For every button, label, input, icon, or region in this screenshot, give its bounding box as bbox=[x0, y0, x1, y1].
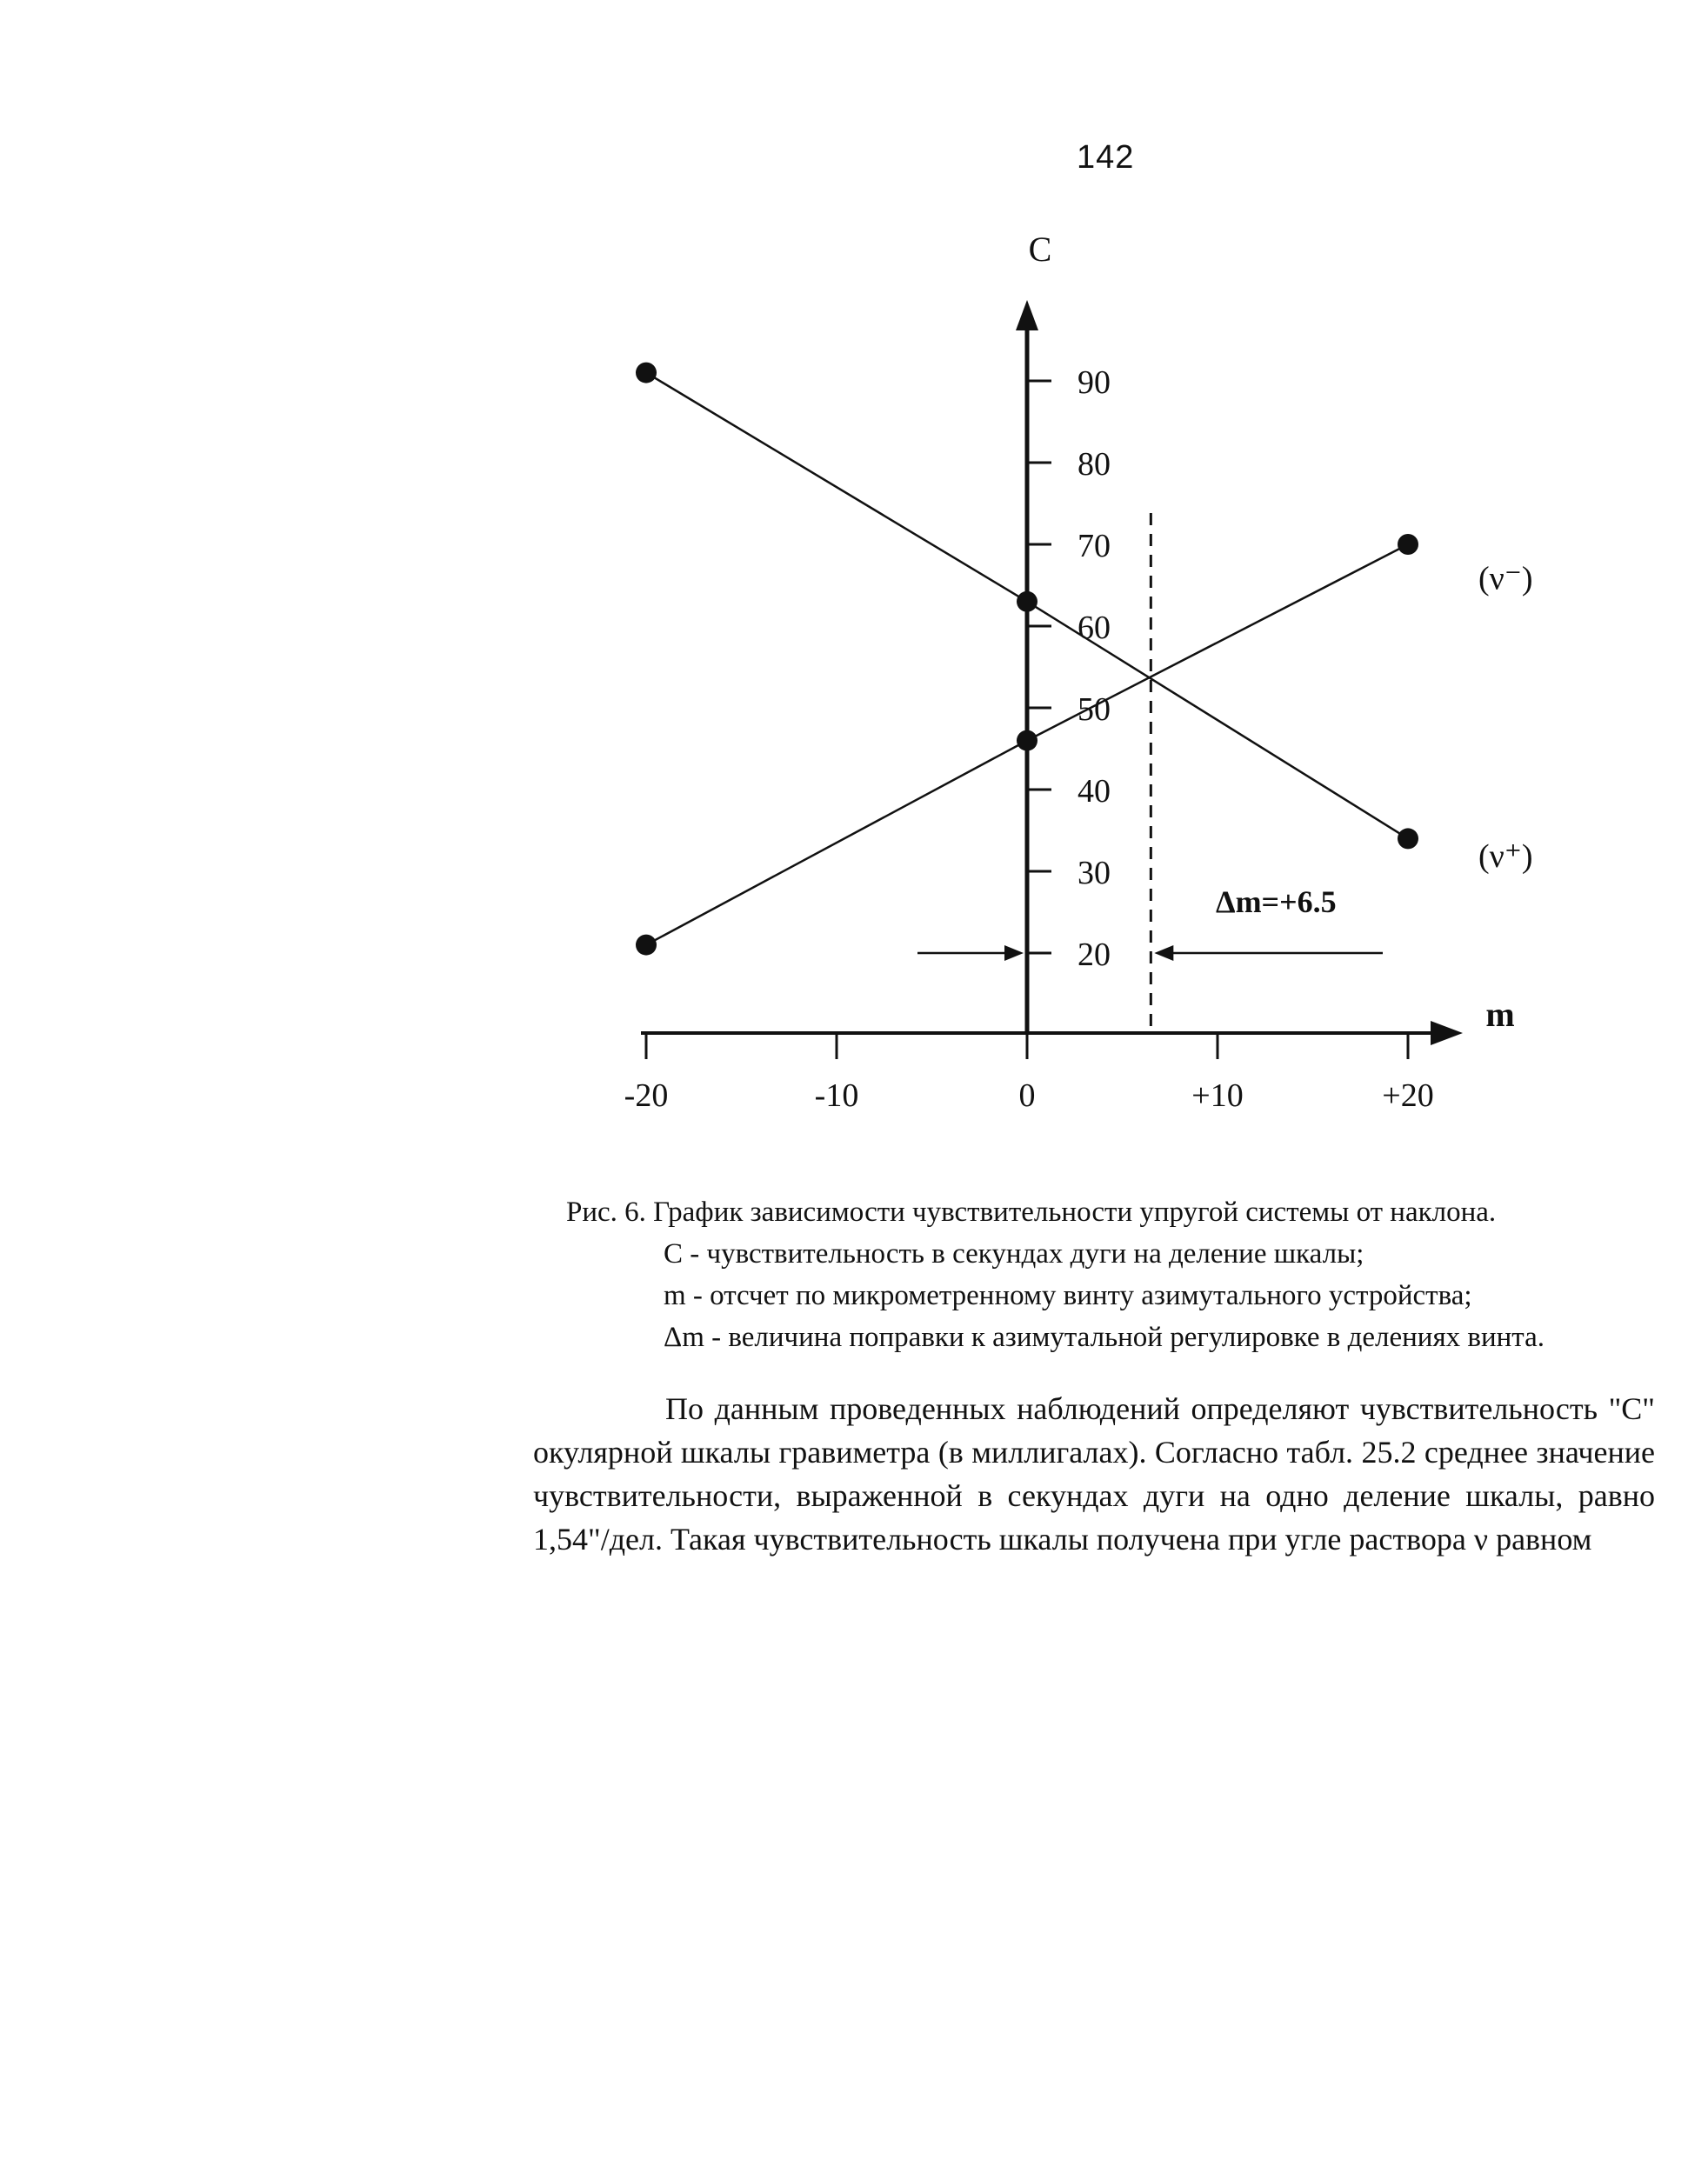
body-text bbox=[533, 1387, 1655, 1561]
body-paragraph: По данным проведенных наблюдений определяют чувствительность "С" окулярной шкалы гравиметра (в миллигалах). Согласно табл. 25.2 среднее значение чувствительности, выраженной в секундах дуги на одно деление шкалы, равно 1,54"/дел. Такая чувствительность шкалы получена при угле раствора ν равном bbox=[533, 1391, 1655, 1557]
chart-annotations bbox=[917, 513, 1383, 1033]
delta-m-right-arrowhead bbox=[1154, 945, 1173, 961]
y-tick-label: 40 bbox=[1078, 773, 1111, 810]
y-axis-arrow bbox=[1016, 300, 1038, 330]
caption-line-delta-m: Δm - величина поправки к азимутальной регулировке в делениях винта. bbox=[664, 1322, 1545, 1353]
y-tick-label: 50 bbox=[1078, 691, 1111, 728]
y-tick-label: 90 bbox=[1078, 364, 1111, 401]
series-point bbox=[636, 363, 657, 383]
caption-lead: Рис. 6. График зависимости чувствительности упругой системы от наклона. bbox=[566, 1197, 1497, 1228]
y-axis-label: C bbox=[1028, 230, 1052, 269]
series-label: (ν⁺) bbox=[1478, 838, 1533, 876]
caption-line-c: С - чувствительность в секундах дуги на деление шкалы; bbox=[664, 1238, 1364, 1270]
x-tick-label: -20 bbox=[624, 1077, 669, 1114]
page-number: 142 bbox=[1077, 139, 1135, 176]
y-tick-label: 30 bbox=[1078, 855, 1111, 891]
series-point bbox=[1398, 828, 1418, 849]
series-point bbox=[1017, 730, 1037, 751]
y-tick-label: 60 bbox=[1078, 610, 1111, 646]
x-tick-label: +10 bbox=[1191, 1077, 1244, 1114]
x-tick-label: +20 bbox=[1382, 1077, 1434, 1114]
y-tick-label: 70 bbox=[1078, 528, 1111, 564]
series-point bbox=[1017, 591, 1037, 612]
caption-line-m: m - отсчет по микрометренному винту азимутального устройства; bbox=[664, 1280, 1472, 1311]
delta-m-left-arrowhead bbox=[1004, 945, 1024, 961]
series-label: (ν⁻) bbox=[1478, 560, 1533, 597]
x-axis-label: m bbox=[1485, 995, 1515, 1034]
y-tick-label: 80 bbox=[1078, 446, 1111, 483]
x-axis-arrow bbox=[1431, 1021, 1463, 1045]
x-tick-label: 0 bbox=[1018, 1077, 1036, 1114]
delta-m-label: Δm=+6.5 bbox=[1216, 884, 1337, 919]
x-tick-label: -10 bbox=[814, 1077, 859, 1114]
series-point bbox=[1398, 534, 1418, 555]
y-tick-label: 20 bbox=[1078, 937, 1111, 973]
figure-caption bbox=[566, 1191, 1545, 1358]
series-point bbox=[636, 935, 657, 956]
